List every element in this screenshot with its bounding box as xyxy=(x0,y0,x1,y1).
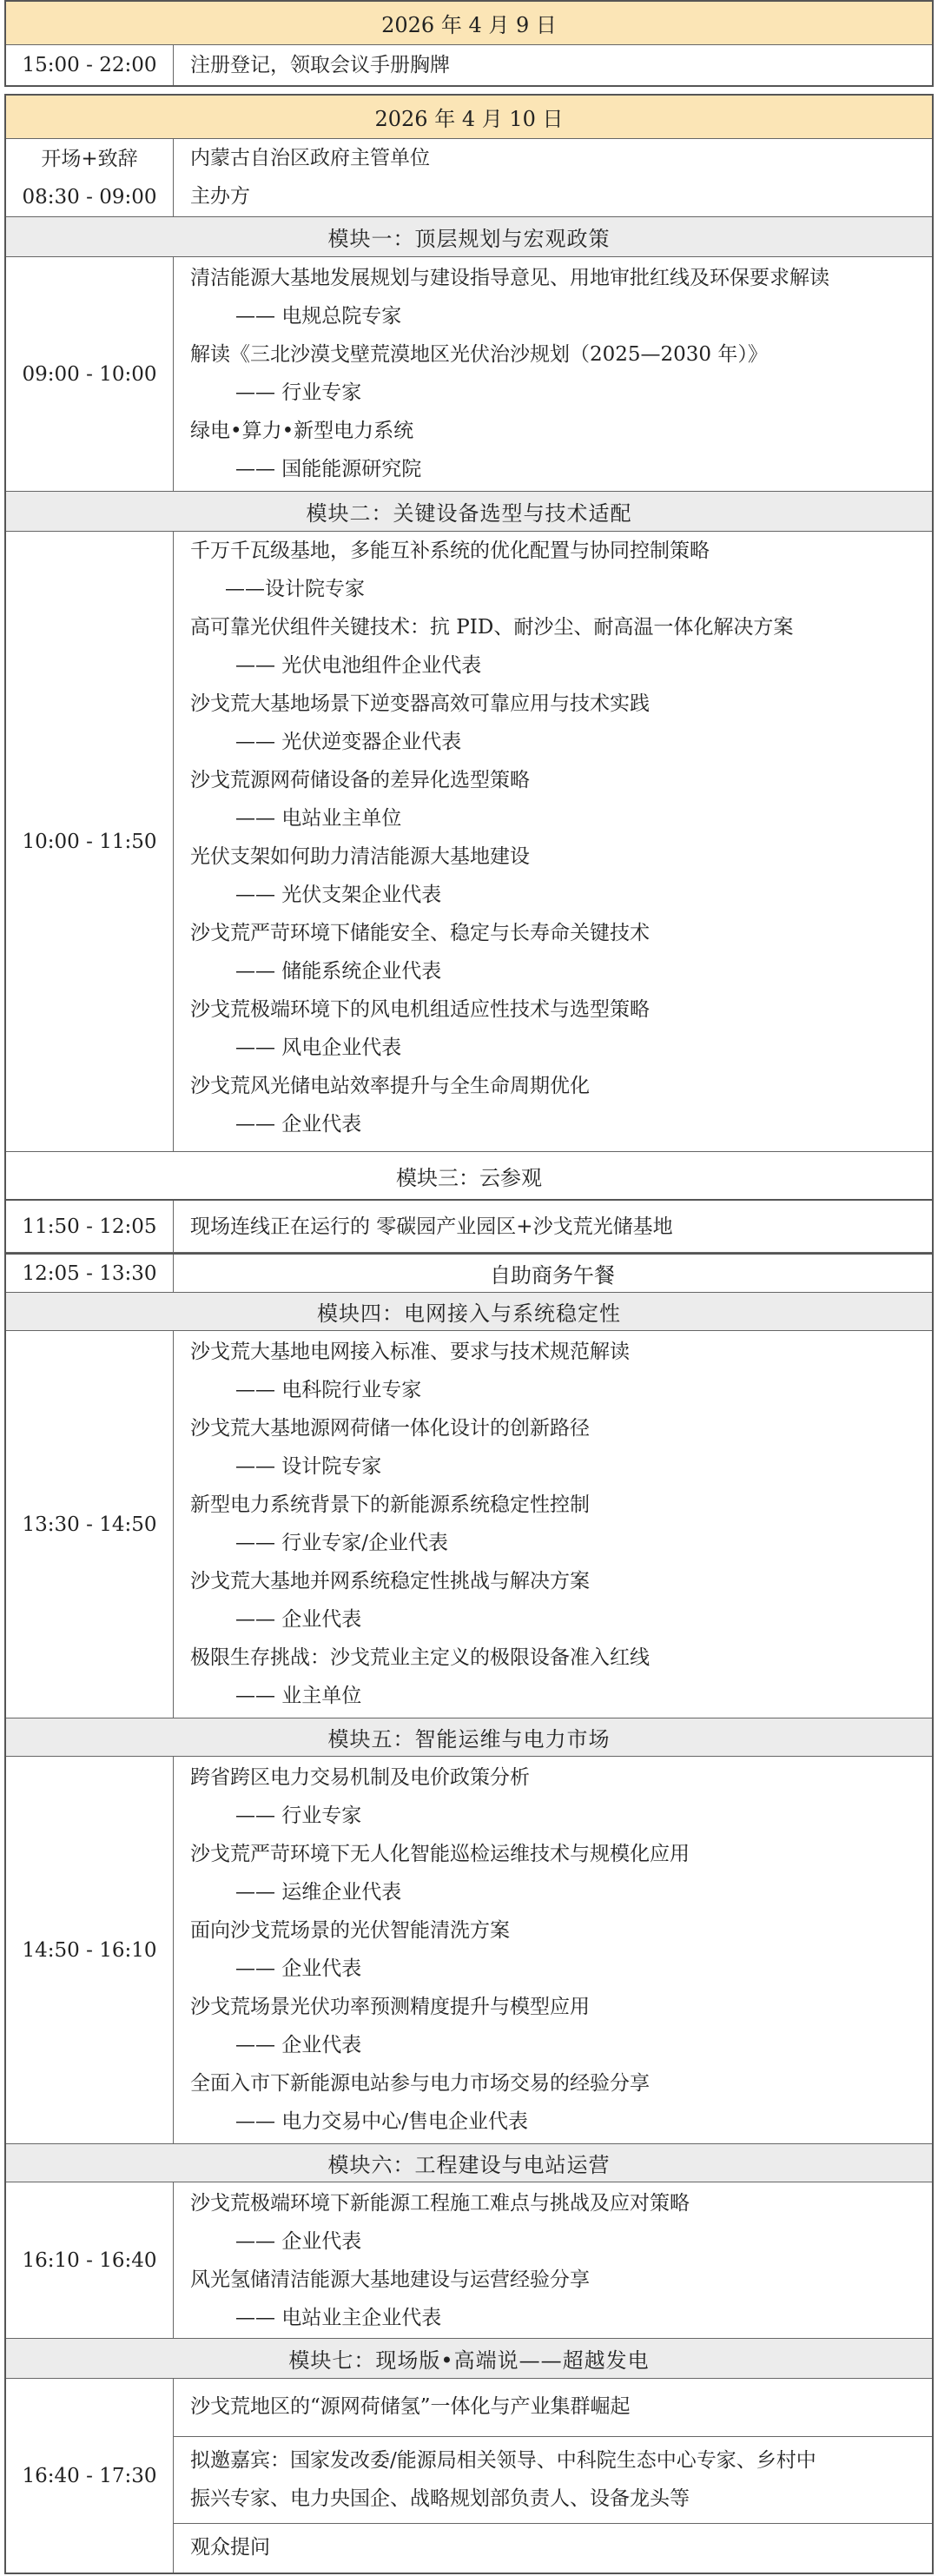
module7-row xyxy=(6,2379,932,2573)
day1-date-header xyxy=(6,2,932,45)
module4-content xyxy=(173,1331,932,1718)
module2-content xyxy=(173,532,932,1151)
opening-row xyxy=(6,139,932,217)
speaker: ——设计院专家 xyxy=(225,578,365,600)
day1-content: 注册登记，领取会议手册胸牌 xyxy=(190,54,450,76)
module3-title-text: 模块三：云参观 xyxy=(396,1165,542,1190)
module1-time: 09:00 - 10:00 xyxy=(6,257,174,491)
day1-time: 15:00 - 22:00 xyxy=(6,45,174,85)
speaker: —— 行业专家 xyxy=(235,1805,362,1827)
module3-content-cell xyxy=(173,1201,932,1252)
topic: 沙戈荒严苛环境下无人化智能巡检运维技术与规模化应用 xyxy=(190,1843,690,1865)
module2-title-text: 模块二：关键设备选型与技术适配 xyxy=(306,501,632,526)
module6-content xyxy=(173,2182,932,2338)
topic: 沙戈荒源网荷储设备的差异化选型策略 xyxy=(190,769,530,791)
module4-title-text: 模块四：电网接入与系统稳定性 xyxy=(317,1301,621,1326)
day2-table xyxy=(4,94,934,2574)
topic: 沙戈荒风光储电站效率提升与全生命周期优化 xyxy=(190,1075,590,1097)
speaker: —— 电力交易中心/售电企业代表 xyxy=(235,2110,529,2133)
topic: 全面入市下新能源电站参与电力市场交易的经验分享 xyxy=(190,2072,650,2095)
module6-time: 16:10 - 16:40 xyxy=(6,2182,174,2338)
topic: 绿电•算力•新型电力系统 xyxy=(190,420,414,442)
module7-time: 16:40 - 17:30 xyxy=(6,2379,174,2573)
opening-item: 内蒙古自治区政府主管单位 xyxy=(190,147,430,169)
module3-content: 现场连线正在运行的 零碳园产业园区+沙戈荒光储基地 xyxy=(190,1215,673,1238)
topic: 清洁能源大基地发展规划与建设指导意见、用地审批红线及环保要求解读 xyxy=(190,267,829,289)
module5-row xyxy=(6,1757,932,2144)
speaker: —— 企业代表 xyxy=(235,1113,362,1136)
topic: 跨省跨区电力交易机制及电价政策分析 xyxy=(190,1766,530,1789)
module7-title-text: 模块七：现场版•高端说——超越发电 xyxy=(288,2348,650,2373)
module1-title xyxy=(6,217,932,257)
module6-title xyxy=(6,2144,932,2182)
lunch-content: 自助商务午餐 xyxy=(490,1263,615,1288)
topic: 高可靠光伏组件关键技术：抗 PID、耐沙尘、耐高温一体化解决方案 xyxy=(190,616,794,639)
topic: 沙戈荒地区的“源网荷储氢”一体化与产业集群崛起 xyxy=(190,2395,631,2418)
topic: 新型电力系统背景下的新能源系统稳定性控制 xyxy=(190,1493,590,1516)
topic: 沙戈荒极端环境下的风电机组适应性技术与选型策略 xyxy=(190,998,650,1021)
module1-content xyxy=(173,257,932,491)
lunch-row xyxy=(6,1253,932,1293)
speaker: —— 运维企业代表 xyxy=(235,1881,402,1904)
lunch-time: 12:05 - 13:30 xyxy=(6,1255,174,1292)
topic: 面向沙戈荒场景的光伏智能清洗方案 xyxy=(190,1919,510,1942)
opening-label: 开场+致辞 xyxy=(41,147,138,170)
speaker: —— 电科院行业专家 xyxy=(235,1379,422,1401)
speaker: —— 储能系统企业代表 xyxy=(235,960,442,983)
module4-title xyxy=(6,1293,932,1331)
speaker: —— 光伏逆变器企业代表 xyxy=(235,731,462,753)
opening-time-cell xyxy=(6,139,174,216)
speaker: —— 企业代表 xyxy=(235,1957,362,1980)
module3-title xyxy=(6,1152,932,1201)
module1-title-text: 模块一：顶层规划与宏观政策 xyxy=(327,227,611,251)
module7-title xyxy=(6,2339,932,2379)
speaker: —— 电站业主企业代表 xyxy=(235,2307,442,2329)
speaker: —— 风电企业代表 xyxy=(235,1036,402,1059)
module6-title-text: 模块六：工程建设与电站运营 xyxy=(327,2153,611,2177)
day2-date: 2026 年 4 月 10 日 xyxy=(374,107,564,131)
topic: 光伏支架如何助力清洁能源大基地建设 xyxy=(190,845,530,868)
speaker: —— 电规总院专家 xyxy=(235,305,402,328)
day1-content-cell xyxy=(173,45,932,85)
qa-text: 观众提问 xyxy=(190,2536,270,2559)
guests-line: 拟邀嘉宾：国家发改委/能源局相关领导、中科院生态中心专家、乡村中 xyxy=(190,2449,816,2472)
guests-line: 振兴专家、电力央国企、战略规划部负责人、设备龙头等 xyxy=(190,2487,690,2510)
day1-table xyxy=(4,0,934,87)
speaker: —— 国能能源研究院 xyxy=(235,458,422,480)
day2-date-header xyxy=(6,96,932,139)
module1-row xyxy=(6,257,932,492)
topic: 千万千瓦级基地，多能互补系统的优化配置与协同控制策略 xyxy=(190,540,710,562)
topic: 沙戈荒场景光伏功率预测精度提升与模型应用 xyxy=(190,1996,590,2018)
topic: 沙戈荒大基地电网接入标准、要求与技术规范解读 xyxy=(190,1341,630,1363)
speaker: —— 企业代表 xyxy=(235,2230,362,2253)
opening-time: 08:30 - 09:00 xyxy=(22,185,157,209)
day1-date: 2026 年 4 月 9 日 xyxy=(381,13,557,37)
topic: 沙戈荒大基地源网荷储一体化设计的创新路径 xyxy=(190,1417,590,1440)
module3-row xyxy=(6,1201,932,1253)
speaker: —— 企业代表 xyxy=(235,2034,362,2056)
module4-row xyxy=(6,1331,932,1718)
module3-time: 11:50 - 12:05 xyxy=(6,1201,174,1252)
module5-time: 14:50 - 16:10 xyxy=(6,1757,174,2143)
speaker: —— 行业专家/企业代表 xyxy=(235,1532,449,1554)
topic: 沙戈荒极端环境下新能源工程施工难点与挑战及应对策略 xyxy=(190,2192,690,2215)
module5-content xyxy=(173,1757,932,2143)
module2-row xyxy=(6,532,932,1152)
topic: 解读《三北沙漠戈壁荒漠地区光伏治沙规划（2025—2030 年）》 xyxy=(190,343,768,366)
speaker: —— 光伏电池组件企业代表 xyxy=(235,654,482,677)
module4-time: 13:30 - 14:50 xyxy=(6,1331,174,1718)
module6-row xyxy=(6,2182,932,2339)
opening-item: 主办方 xyxy=(190,185,250,208)
module7-content xyxy=(173,2379,932,2573)
module5-title-text: 模块五：智能运维与电力市场 xyxy=(327,1727,611,1752)
module7-topic-cell xyxy=(173,2379,932,2437)
topic: 极限生存挑战：沙戈荒业主定义的极限设备准入红线 xyxy=(190,1646,650,1669)
topic: 沙戈荒大基地并网系统稳定性挑战与解决方案 xyxy=(190,1570,590,1593)
day1-registration-row xyxy=(6,45,932,85)
topic: 沙戈荒严苛环境下储能安全、稳定与长寿命关键技术 xyxy=(190,922,650,944)
module2-time: 10:00 - 11:50 xyxy=(6,532,174,1151)
speaker: —— 设计院专家 xyxy=(235,1455,382,1478)
speaker: —— 行业专家 xyxy=(235,381,362,404)
opening-content xyxy=(173,139,932,216)
speaker: —— 电站业主单位 xyxy=(235,807,402,830)
topic: 沙戈荒大基地场景下逆变器高效可靠应用与技术实践 xyxy=(190,692,650,715)
module5-title xyxy=(6,1718,932,1757)
module7-guests-cell xyxy=(173,2436,932,2524)
speaker: —— 企业代表 xyxy=(235,1608,362,1631)
module7-qa-cell xyxy=(173,2523,932,2573)
module2-title xyxy=(6,492,932,532)
topic: 风光氢储清洁能源大基地建设与运营经验分享 xyxy=(190,2268,590,2291)
lunch-content-cell xyxy=(173,1255,932,1292)
speaker: —— 业主单位 xyxy=(235,1685,362,1707)
speaker: —— 光伏支架企业代表 xyxy=(235,884,442,906)
